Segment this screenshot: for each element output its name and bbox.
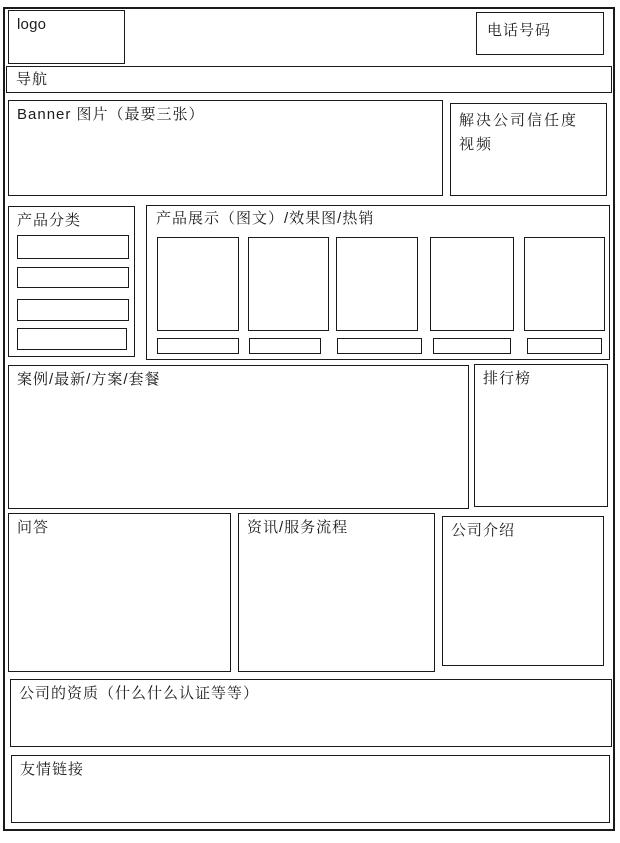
product-caption-box (249, 338, 321, 354)
qa-panel (8, 513, 231, 672)
category-item-box (17, 235, 129, 259)
friendly-links-label: 友情链接 (20, 761, 85, 778)
cases-label: 案例/最新/方案/套餐 (17, 371, 161, 388)
cases-panel (8, 365, 469, 509)
logo-label: logo (17, 16, 47, 33)
phone-number-box (476, 12, 604, 55)
news-service-label: 资讯/服务流程 (247, 519, 349, 536)
logo-box (8, 10, 125, 64)
banner-label: Banner 图片（最要三张） (17, 106, 205, 123)
ranking-panel (474, 364, 608, 507)
product-caption-box (433, 338, 511, 354)
phone-number-label: 电话号码 (487, 22, 552, 39)
company-intro-label: 公司介绍 (451, 522, 516, 539)
company-intro-panel (442, 516, 604, 666)
category-item-box (17, 267, 129, 288)
qualifications-panel (10, 679, 612, 747)
news-service-panel (238, 513, 435, 672)
product-display-panel (146, 205, 610, 360)
nav-bar (6, 66, 612, 93)
category-item-box (17, 299, 129, 321)
product-image-box (524, 237, 605, 331)
product-caption-box (157, 338, 239, 354)
product-image-box (248, 237, 329, 331)
category-item-box (17, 328, 127, 350)
trust-video-box (450, 103, 607, 196)
product-categories-label: 产品分类 (17, 212, 82, 229)
qualifications-label: 公司的资质（什么什么认证等等） (19, 685, 260, 702)
product-display-label: 产品展示（图文）/效果图/热销 (156, 210, 375, 227)
product-image-box (430, 237, 514, 331)
product-image-box (336, 237, 418, 331)
trust-video-label: 解决公司信任度视频 (459, 112, 579, 153)
nav-label: 导航 (16, 71, 49, 88)
product-caption-box (527, 338, 602, 354)
ranking-label: 排行榜 (483, 370, 532, 387)
product-caption-box (337, 338, 422, 354)
qa-label: 问答 (17, 519, 50, 536)
friendly-links-panel (11, 755, 610, 823)
product-image-box (157, 237, 239, 331)
banner-box (8, 100, 443, 196)
product-categories-panel (8, 206, 135, 357)
